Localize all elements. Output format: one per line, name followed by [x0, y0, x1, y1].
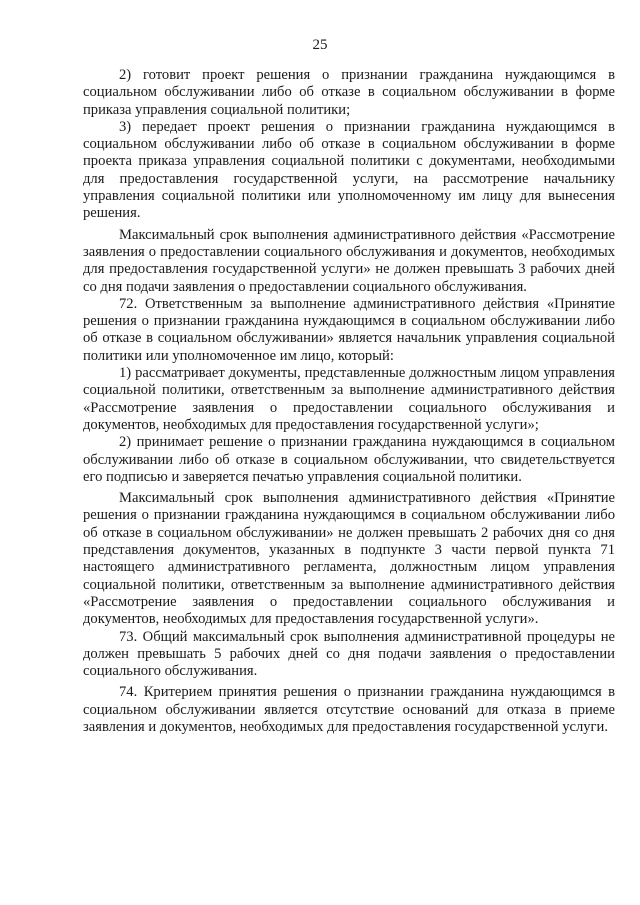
page-number: 25: [312, 37, 328, 53]
paragraph-72-item-1: 1) рассматривает документы, представленные должностным лицом управления социальной политики, ответственным за выполнение административного действия «Рассмотрение заявления о предоставлении социального обслуживания и документов, необходимых для предоставления государственной услуги»;: [83, 365, 615, 433]
document-body: [83, 67, 615, 736]
paragraph-73: 73. Общий максимальный срок выполнения административной процедуры не должен превышать 5 рабочих дней со дня подачи заявления о предоставлении социального обслуживания.: [83, 628, 615, 680]
paragraph-72: 72. Ответственным за выполнение административного действия «Принятие решения о признании гражданина нуждающимся в социальном обслуживании либо об отказе в социальном обслуживании» является начальник управления социальной политики или уполномоченное им лицо, который:: [83, 295, 615, 364]
paragraph-74: 74. Критерием принятия решения о признании гражданина нуждающимся в социальном обслуживании является отсутствие оснований для отказа в приеме заявления и документов, необходимых для предоставления государственной услуги.: [83, 684, 615, 735]
paragraph-item-3: 3) передает проект решения о признании гражданина нуждающимся в социальном обслуживании либо об отказе в социальном обслуживании в форме проекта приказа управления социальной политики с документами, необходимыми для предоставления государственной услуги, на рассмотрение начальнику управления социальной политики или уполномоченному им лицу для вынесения решения.: [83, 118, 615, 222]
paragraph-max-term-decision: Максимальный срок выполнения административного действия «Принятие решения о признании гражданина нуждающимся в социальном обслуживании либо об отказе в социальном обслуживании» не должен превышать 2 рабочих дня со дня представления документов, указанных в подпункте 3 части первой пункта 71 настоящего административного регламента, должностным лицом управления социальной политики, ответственным за выполнение административного действия «Рассмотрение заявления о предоставлении социального обслуживания и документов, необходимых для предоставления государственной услуги».: [83, 490, 615, 628]
paragraph-item-2: 2) готовит проект решения о признании гражданина нуждающимся в социальном обслуживании либо об отказе в социальном обслуживании в форме приказа управления социальной политики;: [83, 67, 615, 118]
paragraph-72-item-2: 2) принимает решение о признании гражданина нуждающимся в социальном обслуживании либо об отказе в социальном обслуживании, что свидетельствуется его подписью и заверяется печатью управления социальной политики.: [83, 434, 615, 485]
paragraph-max-term-review: Максимальный срок выполнения административного действия «Рассмотрение заявления о предоставлении социального обслуживания и документов, необходимых для предоставления государственной услуги» не должен превышать 3 рабочих дней со дня подачи заявления о предоставлении социального обслуживания.: [83, 226, 615, 295]
